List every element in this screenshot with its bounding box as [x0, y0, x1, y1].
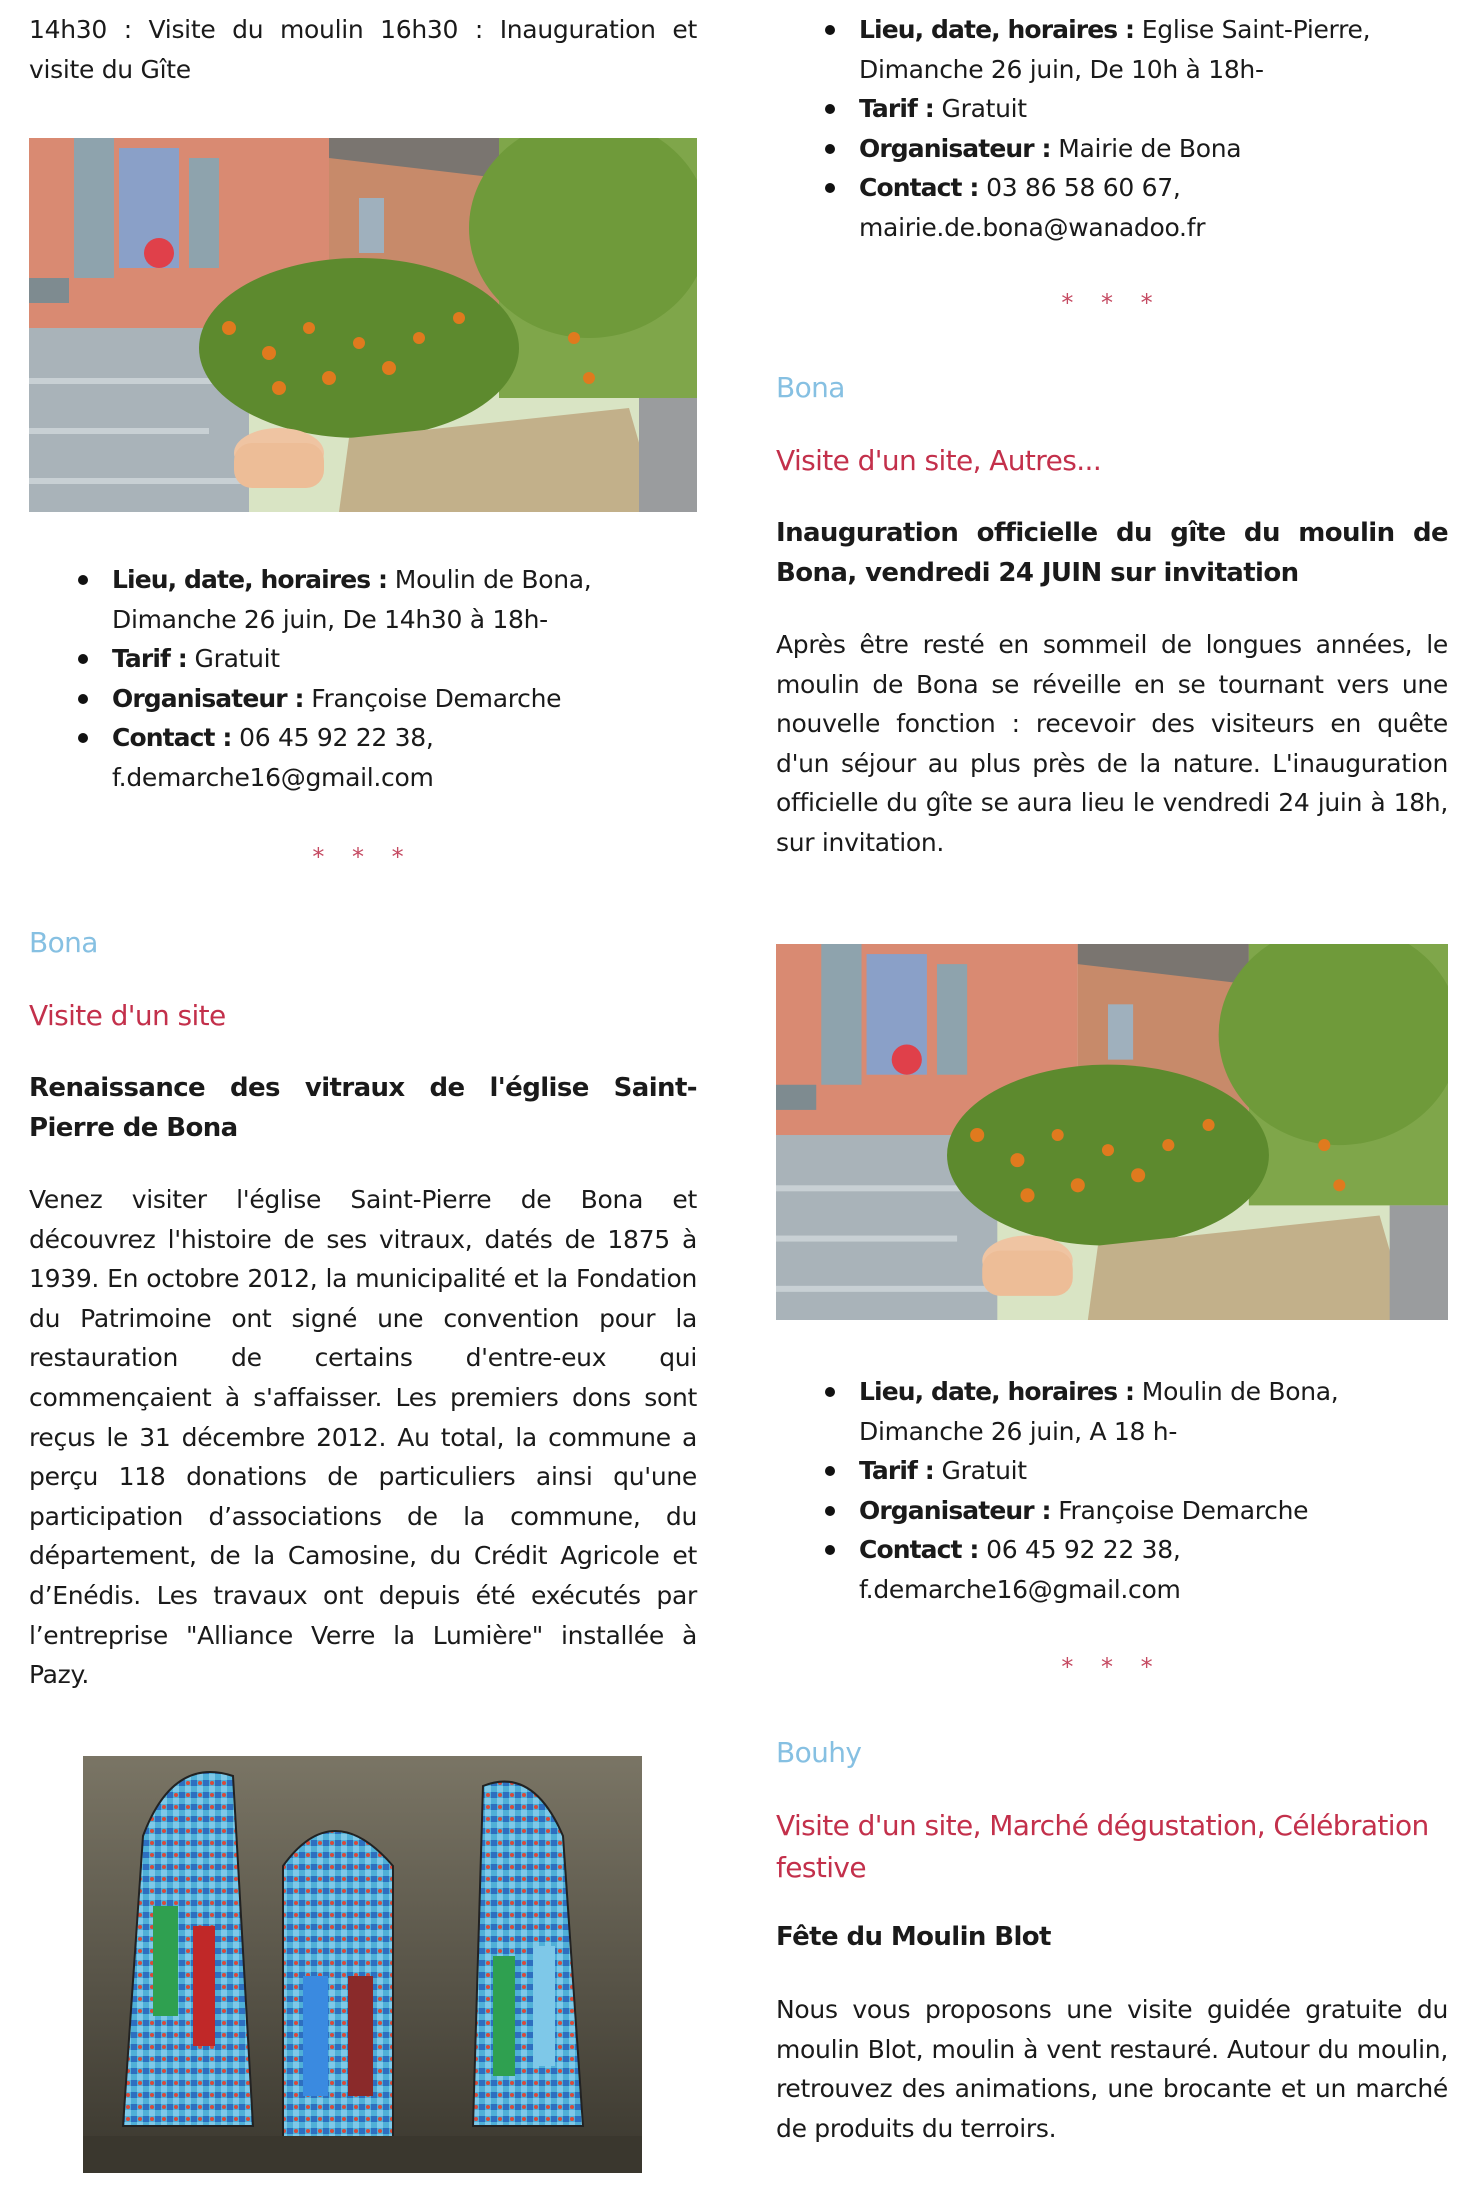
bullet-icon	[78, 733, 88, 743]
bullet-icon	[825, 1466, 835, 1476]
separator-stars: * * *	[312, 843, 414, 871]
bullet-icon	[78, 654, 88, 664]
event-title: Fête du Moulin Blot	[776, 1922, 1051, 1952]
separator-stars: * * *	[1061, 1653, 1163, 1681]
intro-schedule-text: 14h30 : Visite du moulin 16h30 : Inauguration et visite du Gîte	[29, 15, 697, 84]
bullet-icon	[825, 183, 835, 193]
bullet-icon	[825, 1506, 835, 1516]
stained-glass-photo	[83, 1756, 642, 2173]
info-item-organisateur: Organisateur : Françoise Demarche	[776, 1491, 1448, 1531]
event3-info-list	[776, 1372, 1448, 1610]
info-item-location-date: Lieu, date, horaires : Moulin de Bona, Dimanche 26 juin, De 14h30 à 18h-	[29, 560, 697, 639]
info-item-organisateur: Organisateur : Mairie de Bona	[776, 129, 1448, 169]
info-item-contact: Contact : 06 45 92 22 38, f.demarche16@gmail.com	[776, 1530, 1448, 1609]
separator-stars: * * *	[1061, 289, 1163, 317]
event-description: Après être resté en sommeil de longues années, le moulin de Bona se réveille en se tournant vers une nouvelle fonction : recevoir des visiteurs en quête d'un séjour au plus près de la nature. L'inauguration officielle du gîte se aura lieu le vendredi 24 juin à 18h, sur invitation.	[776, 630, 1448, 857]
stained-glass-windows-image	[83, 1756, 642, 2173]
event-category: Visite d'un site, Autres...	[776, 444, 1102, 477]
event-category: Visite d'un site	[29, 999, 226, 1032]
bullet-icon	[825, 104, 835, 114]
info-item-tarif: Tarif : Gratuit	[29, 639, 697, 679]
bullet-icon	[825, 1387, 835, 1397]
bullet-icon	[78, 575, 88, 585]
bullet-icon	[825, 144, 835, 154]
event-title: Renaissance des vitraux de l'église Saint-Pierre de Bona	[29, 1073, 697, 1143]
info-item-location-date: Lieu, date, horaires : Eglise Saint-Pierre, Dimanche 26 juin, De 10h à 18h-	[776, 10, 1448, 89]
moulin-garden-image	[29, 138, 697, 512]
info-item-contact: Contact : 06 45 92 22 38, f.demarche16@gmail.com	[29, 718, 697, 797]
event2-info-list	[776, 10, 1448, 248]
bullet-icon	[78, 694, 88, 704]
info-item-tarif: Tarif : Gratuit	[776, 1451, 1448, 1491]
info-item-location-date: Lieu, date, horaires : Moulin de Bona, Dimanche 26 juin, A 18 h-	[776, 1372, 1448, 1451]
event-description: Venez visiter l'église Saint-Pierre de Bona et découvrez l'histoire de ses vitraux, datés de 1875 à 1939. En octobre 2012, la municipalité et la Fondation du Patrimoine ont signé une convention pour la restauration de certains d'entre-eux qui commençaient à s'affaisser. Les premiers dons sont reçus le 31 décembre 2012. Au total, la commune a perçu 118 donations de particuliers ainsi qu'une participation d’associations de la commune, du département, de la Camosine, du Crédit Agricole et d’Enédis. Les travaux ont depuis été exécutés par l’entreprise "Alliance Verre la Lumière" installée à Pazy.	[29, 1185, 697, 1690]
moulin-garden-photo	[29, 138, 697, 512]
info-item-organisateur: Organisateur : Françoise Demarche	[29, 679, 697, 719]
event-location: Bona	[776, 371, 845, 404]
info-item-tarif: Tarif : Gratuit	[776, 89, 1448, 129]
event-title: Inauguration officielle du gîte du moulin de Bona, vendredi 24 JUIN sur invitation	[776, 518, 1448, 588]
bullet-icon	[825, 25, 835, 35]
moulin-garden-image	[776, 944, 1448, 1320]
event-location: Bouhy	[776, 1736, 862, 1769]
event1-info-list	[29, 560, 697, 798]
event-category: Visite d'un site, Marché dégustation, Célébration festive	[776, 1809, 1429, 1884]
moulin-garden-photo	[776, 944, 1448, 1320]
event-description: Nous vous proposons une visite guidée gratuite du moulin Blot, moulin à vent restauré. Autour du moulin, retrouvez des animations, une brocante et un marché de produits du terroirs.	[776, 1995, 1448, 2143]
event-location: Bona	[29, 926, 98, 959]
bullet-icon	[825, 1545, 835, 1555]
info-item-contact: Contact : 03 86 58 60 67, mairie.de.bona@wanadoo.fr	[776, 168, 1448, 247]
